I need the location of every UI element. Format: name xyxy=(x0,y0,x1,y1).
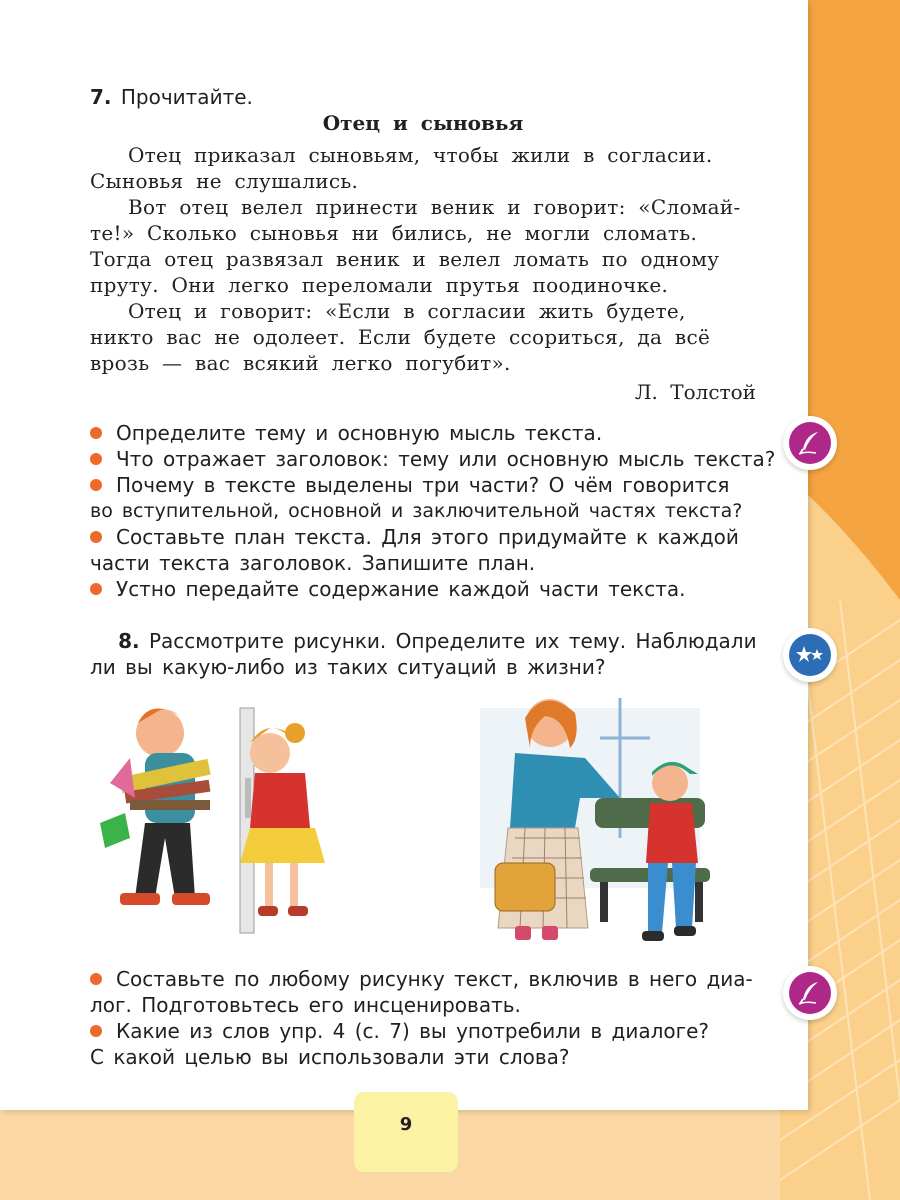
story-line: те!» Сколько сыновья ни бились, не могли сломать. xyxy=(90,221,698,245)
task-item: Составьте план текста. Для этого придумайте к каждой xyxy=(90,524,756,550)
bullet-icon xyxy=(90,531,102,543)
bullet-icon xyxy=(90,973,102,985)
feather-pen-icon xyxy=(796,979,824,1007)
writing-task-badge xyxy=(783,966,837,1020)
exercise-8-header: 8. Рассмотрите рисунки. Определите их тему. Наблюдали xyxy=(118,629,757,653)
writing-task-badge xyxy=(783,416,837,470)
task-item: Устно передайте содержание каждой части текста. xyxy=(90,576,756,602)
story-line: врозь — вас всякий легко погубит». xyxy=(90,351,511,375)
exercise-number: 7. xyxy=(90,85,112,109)
task-item: Что отражает заголовок: тему или основную мысль текста? xyxy=(90,446,756,472)
page-number: 9 xyxy=(354,1092,458,1172)
task-item: Почему в тексте выделены три части? О чём говорится xyxy=(90,472,756,498)
exercise-instruction: Прочитайте. xyxy=(120,85,253,109)
bullet-icon xyxy=(90,479,102,491)
story-line: пруту. Они легко переломали прутья поодиночке. xyxy=(90,273,669,297)
story-author: Л. Толстой xyxy=(634,380,756,404)
story-line: Сыновья не слушались. xyxy=(90,169,359,193)
illustration-boy-and-girl xyxy=(90,688,380,948)
bullet-icon xyxy=(90,427,102,439)
story-line: Отец и говорит: «Если в согласии жить будете, xyxy=(127,299,686,323)
exercise-7-header xyxy=(90,84,756,110)
exercise-8-text: ли вы какую-либо из таких ситуаций в жизни? xyxy=(90,655,606,679)
task-item-continued: части текста заголовок. Запишите план. xyxy=(90,551,536,575)
task-item-continued: С какой целью вы использовали эти слова? xyxy=(90,1045,570,1069)
task-item: Какие из слов упр. 4 (с. 7) вы употребили в диалоге? xyxy=(90,1018,756,1044)
task-item-continued: лог. Подготовьтесь его инсценировать. xyxy=(90,993,521,1017)
illustration-woman-and-boy xyxy=(470,688,720,953)
door-handle xyxy=(245,778,251,818)
bullet-icon xyxy=(90,583,102,595)
task-item: Определите тему и основную мысль текста. xyxy=(90,420,756,446)
story-line: никто вас не одолеет. Если будете ссориться, да всё xyxy=(90,325,711,349)
feather-pen-icon xyxy=(796,429,824,457)
task-item: Составьте по любому рисунку текст, включив в него диа- xyxy=(90,966,756,992)
bullet-icon xyxy=(90,1025,102,1037)
stars-task-badge xyxy=(783,628,837,682)
story-line: Вот отец велел принести веник и говорит: «Сломай- xyxy=(127,195,741,219)
story-line: Тогда отец развязал веник и велел ломать по одному xyxy=(90,247,720,271)
story-line: Отец приказал сыновьям, чтобы жили в согласии. xyxy=(127,143,713,167)
exercise-number: 8. xyxy=(118,629,140,653)
story-title: Отец и сыновья xyxy=(322,111,524,135)
task-item-continued: во вступительной, основной и заключительной частях текста? xyxy=(90,500,743,522)
stars-icon xyxy=(795,643,825,667)
bullet-icon xyxy=(90,453,102,465)
